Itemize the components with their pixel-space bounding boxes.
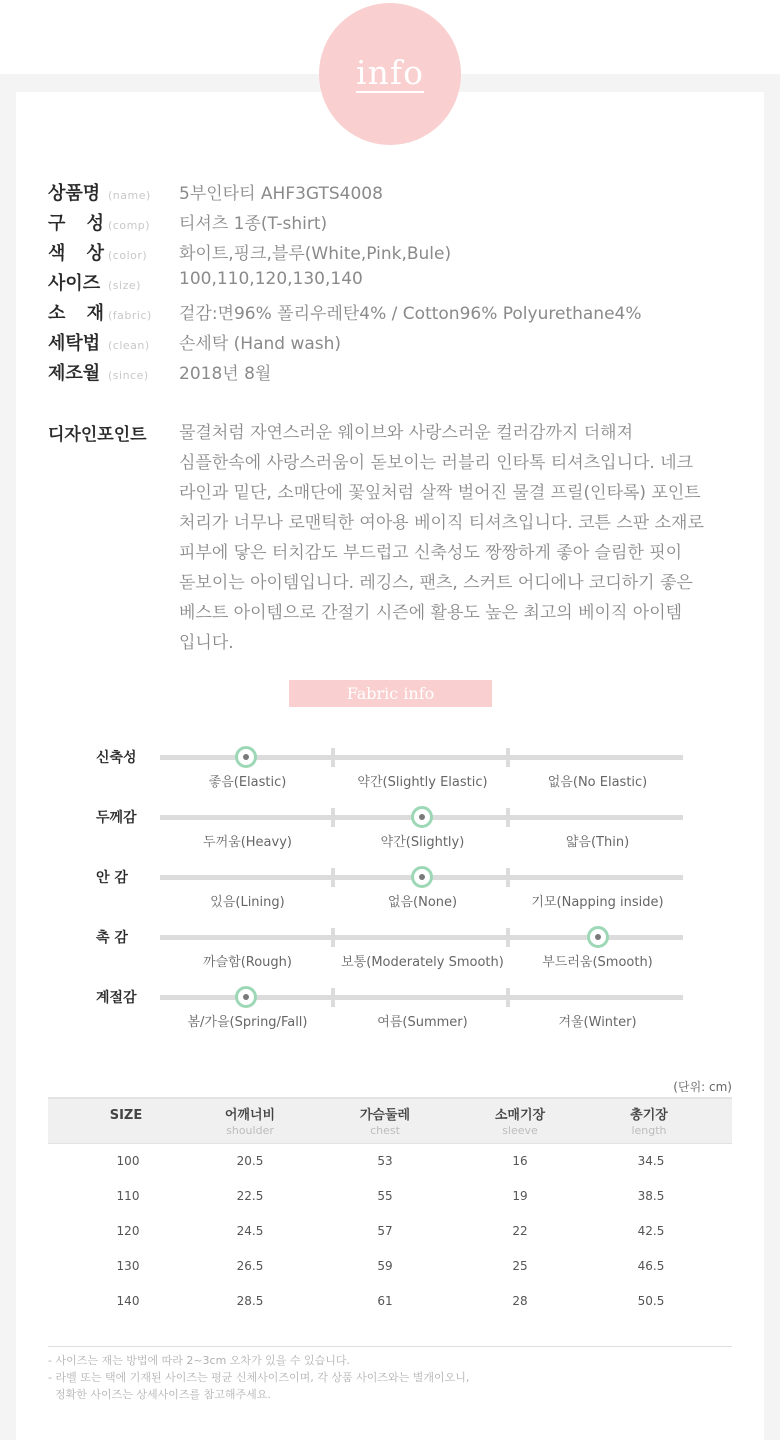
info-sub: (name) (108, 189, 151, 202)
scale-option: 약간(Slightly) (380, 835, 465, 850)
info-key: 제조월 (48, 363, 101, 384)
header-sub: sleeve (502, 1124, 538, 1137)
info-row-clean (48, 329, 342, 359)
table-cell: 28 (512, 1294, 528, 1308)
table-cell: 46.5 (637, 1259, 665, 1273)
scale-marker (235, 986, 257, 1008)
header-sleeve (460, 1108, 580, 1137)
design-point-title: 디자인포인트 (48, 425, 147, 445)
size-table-body (48, 1144, 732, 1319)
note-line: - 사이즈는 재는 방법에 따라 2~3cm 오차가 있을 수 있습니다. (48, 1354, 351, 1367)
scale-option: 약간(Slightly Elastic) (357, 775, 488, 790)
info-row-size (48, 269, 363, 299)
info-sub: (clean) (108, 339, 150, 352)
header-sub: shoulder (226, 1124, 274, 1137)
info-sub: (fabric) (108, 309, 152, 322)
header-main: 총기장 (630, 1108, 668, 1123)
table-cell: 53 (377, 1154, 393, 1168)
note-line: - 라벨 또는 택에 기재된 사이즈는 평균 신체사이즈이며, 각 상품 사이즈와는 별개이오니, (48, 1371, 470, 1384)
table-cell: 22 (512, 1224, 528, 1238)
info-key: 상품명 (48, 183, 101, 204)
info-row-name (48, 179, 383, 209)
header-sub: chest (370, 1124, 400, 1137)
table-row (48, 1284, 732, 1319)
table-cell: 38.5 (637, 1189, 665, 1203)
scale-option: 까슬함(Rough) (203, 955, 292, 970)
header-main: SIZE (109, 1108, 143, 1123)
scale-marker (411, 806, 433, 828)
header-main: 소매기장 (494, 1108, 546, 1123)
design-line: 피부에 닿은 터치감도 부드럽고 신축성도 짱짱하게 좋아 슬림한 핏이 (179, 543, 683, 563)
design-line: 입니다. (179, 633, 234, 653)
scale-tick (506, 988, 510, 1007)
table-cell: 24.5 (236, 1224, 264, 1238)
scale-marker (235, 746, 257, 768)
note-line: 정확한 사이즈는 상세사이즈를 참고해주세요. (48, 1388, 271, 1401)
table-cell: 22.5 (236, 1189, 264, 1203)
scale-tick (506, 928, 510, 947)
info-value: 겉감:면96% 폴리우레탄4% / Cotton96% Polyurethane4% (179, 304, 642, 324)
table-cell: 57 (377, 1224, 393, 1238)
table-row (48, 1179, 732, 1214)
table-row (48, 1249, 732, 1284)
design-line: 심플한속에 사랑스러움이 돋보이는 러블리 인타톡 티셔츠입니다. 네크 (179, 453, 694, 473)
design-line: 물결처럼 자연스러운 웨이브와 사랑스러운 컬러감까지 더해져 (179, 423, 633, 443)
table-cell: 50.5 (637, 1294, 665, 1308)
scale-option: 좋음(Elastic) (208, 775, 287, 790)
info-row-color (48, 239, 452, 269)
scale-option: 없음(None) (387, 895, 458, 910)
scale-tick (506, 748, 510, 767)
info-sub: (size) (108, 279, 141, 292)
table-row (48, 1214, 732, 1249)
table-cell: 19 (512, 1189, 528, 1203)
info-row-comp (48, 209, 328, 239)
scale-option: 겨울(Winter) (558, 1015, 637, 1030)
scale-label: 신축성 (96, 750, 137, 766)
info-sub: (comp) (108, 219, 151, 232)
info-sub: (since) (108, 369, 149, 382)
scale-option: 기모(Napping inside) (531, 895, 664, 910)
table-cell: 20.5 (236, 1154, 264, 1168)
info-key: 색 상 (48, 243, 104, 264)
info-badge (319, 3, 461, 145)
info-key: 구 성 (48, 213, 104, 234)
table-cell: 140 (116, 1294, 140, 1308)
header-main: 어깨너비 (224, 1108, 276, 1123)
design-line: 처리가 너무나 로맨틱한 여아용 베이직 티셔츠입니다. 코튼 스판 소재로 (179, 513, 704, 533)
info-key: 소 재 (48, 303, 104, 324)
table-cell: 16 (512, 1154, 528, 1168)
scale-option: 여름(Summer) (377, 1015, 468, 1030)
table-cell: 26.5 (236, 1259, 264, 1273)
scale-option: 보통(Moderately Smooth) (341, 955, 504, 970)
header-main: 가슴둘레 (359, 1108, 411, 1123)
size-notes (48, 1352, 469, 1403)
header-sub: length (631, 1124, 667, 1137)
scale-option: 봄/가을(Spring/Fall) (187, 1015, 308, 1030)
table-cell: 42.5 (637, 1224, 665, 1238)
table-cell: 130 (116, 1259, 140, 1273)
scale-tick (331, 868, 335, 887)
info-row-fabric (48, 299, 642, 329)
info-value: 5부인타티 AHF3GTS4008 (179, 184, 383, 204)
scale-label: 계절감 (96, 990, 137, 1006)
scale-label: 안 감 (96, 870, 128, 886)
table-cell: 120 (116, 1224, 140, 1238)
info-key: 세탁법 (48, 333, 101, 354)
table-divider (48, 1346, 732, 1347)
scale-marker (587, 926, 609, 948)
info-value: 화이트,핑크,블루(White,Pink,Bule) (179, 244, 452, 264)
table-cell: 59 (377, 1259, 393, 1273)
design-point-text (179, 418, 749, 658)
scale-tick (506, 808, 510, 827)
scale-label: 촉 감 (96, 930, 128, 946)
scale-option: 부드러움(Smooth) (542, 955, 653, 970)
scale-option: 없음(No Elastic) (547, 775, 648, 790)
design-line: 라인과 밑단, 소매단에 꽃잎처럼 살짝 벌어진 물결 프릴(인타록) 포인트 (179, 483, 701, 503)
info-badge-text: info (356, 53, 424, 92)
scale-label: 두께감 (96, 810, 137, 826)
header-chest (325, 1108, 445, 1137)
info-value: 티셔츠 1종(T-shirt) (179, 214, 328, 234)
table-cell: 110 (116, 1189, 140, 1203)
scale-tick (506, 868, 510, 887)
fabric-info-title: Fabric info (289, 680, 492, 707)
table-cell: 55 (377, 1189, 393, 1203)
design-line: 돋보이는 아이템입니다. 레깅스, 팬츠, 스커트 어디에나 코디하기 좋은 (179, 573, 693, 593)
size-table-header (48, 1097, 732, 1144)
scale-tick (331, 808, 335, 827)
table-cell: 25 (512, 1259, 528, 1273)
design-line: 베스트 아이템으로 간절기 시즌에 활용도 높은 최고의 베이직 아이템 (179, 603, 683, 623)
info-value: 2018년 8월 (179, 364, 272, 384)
scale-tick (331, 748, 335, 767)
info-sub: (color) (108, 249, 148, 262)
table-cell: 28.5 (236, 1294, 264, 1308)
scale-tick (331, 928, 335, 947)
table-row (48, 1144, 732, 1179)
header-shoulder (190, 1108, 310, 1137)
unit-label: (단위: cm) (673, 1080, 732, 1094)
info-value: 100,110,120,130,140 (179, 269, 363, 289)
table-cell: 61 (377, 1294, 393, 1308)
header-size (66, 1108, 186, 1124)
scale-option: 있음(Lining) (210, 895, 285, 910)
header-length (589, 1108, 709, 1137)
info-row-since (48, 359, 272, 389)
scale-option: 얇음(Thin) (565, 835, 630, 850)
scale-marker (411, 866, 433, 888)
table-cell: 34.5 (637, 1154, 665, 1168)
size-table (48, 1097, 732, 1319)
scale-option: 두꺼움(Heavy) (203, 835, 292, 850)
info-value: 손세탁 (Hand wash) (179, 334, 342, 354)
table-cell: 100 (116, 1154, 140, 1168)
scale-tick (331, 988, 335, 1007)
info-key: 사이즈 (48, 273, 101, 294)
